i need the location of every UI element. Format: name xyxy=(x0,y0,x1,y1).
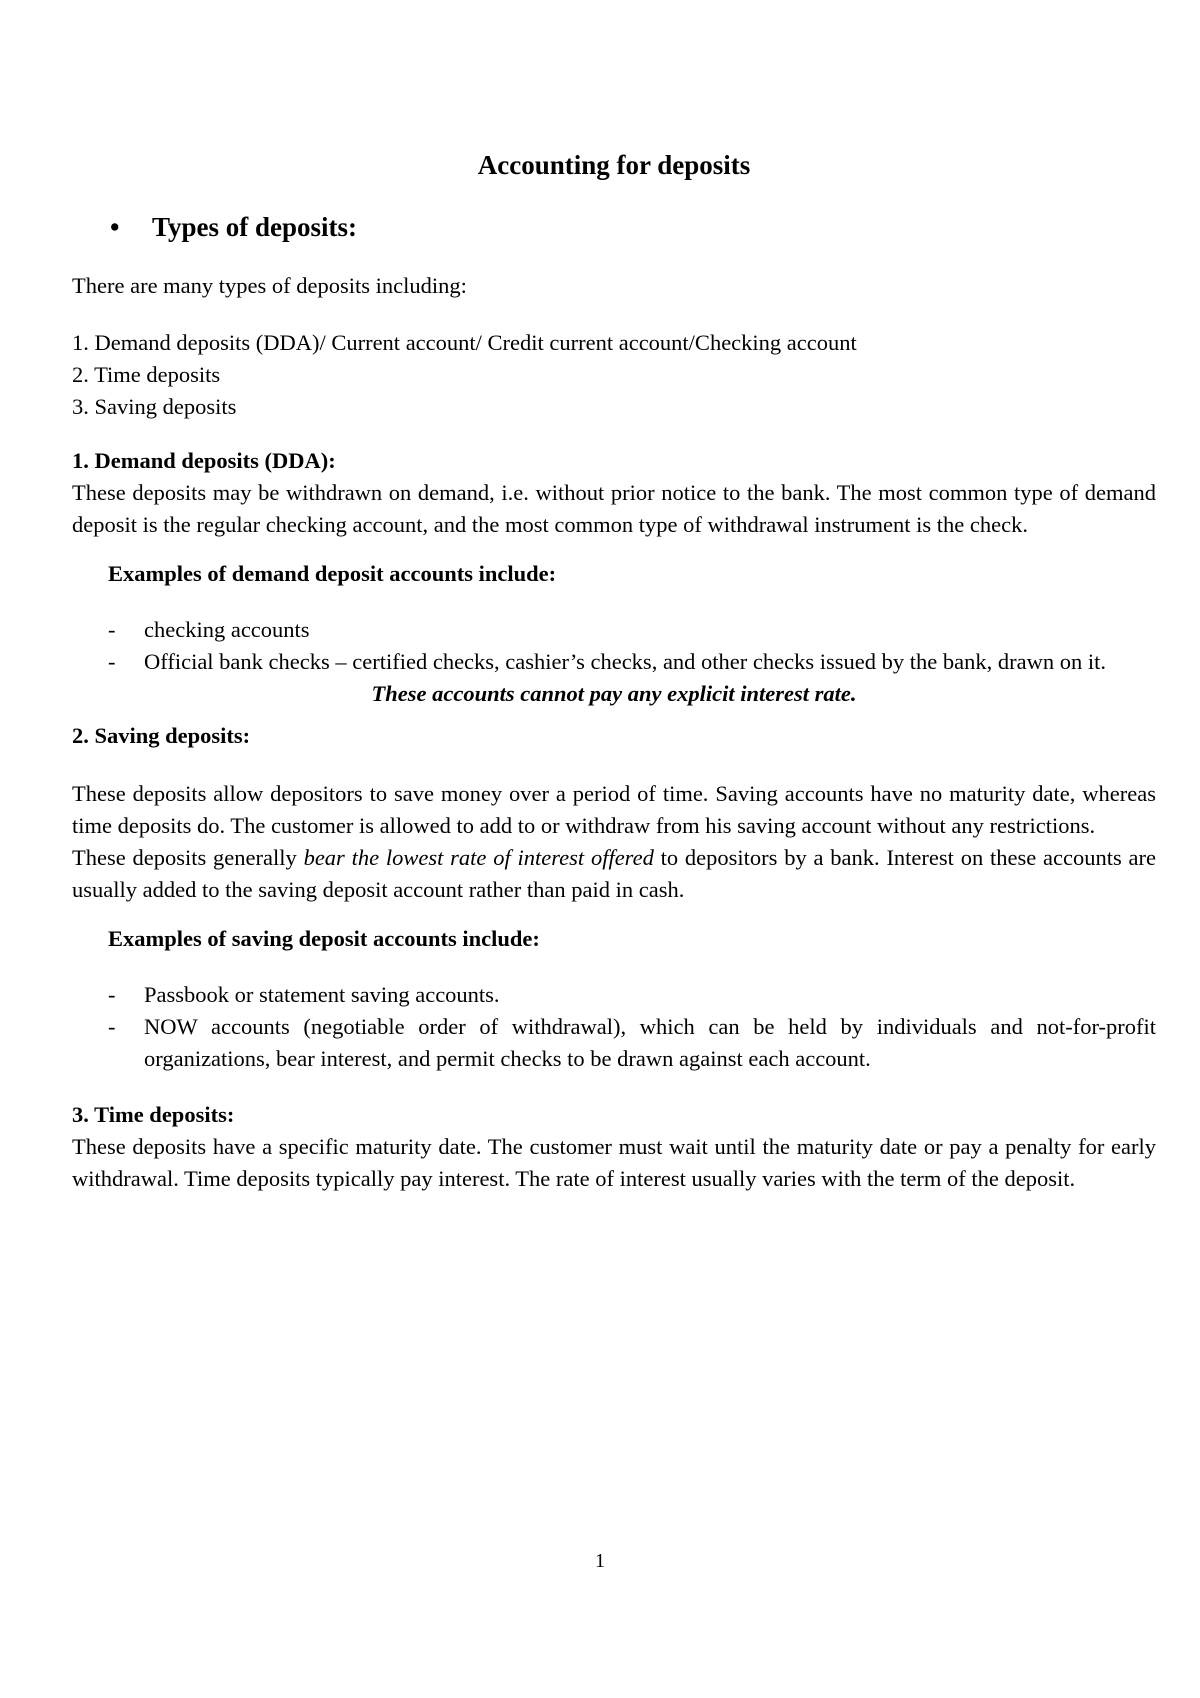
bullet-icon: • xyxy=(110,212,120,242)
dash-icon: - xyxy=(108,982,116,1007)
list-item xyxy=(108,646,1156,678)
document-page xyxy=(72,148,1156,1195)
list-item-text: checking accounts xyxy=(144,617,310,642)
intro-paragraph: There are many types of deposits including: xyxy=(72,273,467,298)
list-item xyxy=(108,614,1156,646)
time-heading: 3. Time deposits: xyxy=(72,1102,235,1127)
list-item: 1. Demand deposits (DDA)/ Current account/ Credit current account/Checking account xyxy=(72,330,857,355)
saving-body-2-pre: These deposits generally xyxy=(72,845,304,870)
page-title: Accounting for deposits xyxy=(477,150,751,180)
demand-examples-heading: Examples of demand deposit accounts include: xyxy=(108,561,557,586)
saving-examples-list xyxy=(108,979,1156,1075)
list-item xyxy=(108,979,1156,1011)
list-item xyxy=(108,1011,1156,1075)
dash-icon: - xyxy=(108,617,116,642)
types-heading xyxy=(110,210,1156,244)
demand-heading: 1. Demand deposits (DDA): xyxy=(72,448,336,473)
time-body: These deposits have a specific maturity date. The customer must wait until the maturity date or pay a penalty for early withdrawal. Time deposits typically pay interest. The rate of interest usually varies with the term of the deposit. xyxy=(72,1134,1156,1191)
list-item-text: Passbook or statement saving accounts. xyxy=(144,982,500,1007)
saving-examples-heading: Examples of saving deposit accounts include: xyxy=(108,926,540,951)
dash-icon: - xyxy=(108,649,116,674)
demand-note: These accounts cannot pay any explicit interest rate. xyxy=(371,681,857,706)
list-item: 3. Saving deposits xyxy=(72,394,237,419)
saving-body-2 xyxy=(72,842,1156,906)
saving-body-2-emphasis: bear the lowest rate of interest offered xyxy=(303,845,654,870)
page-number: 1 xyxy=(595,1550,605,1572)
demand-examples-list xyxy=(108,614,1156,678)
types-heading-text: Types of deposits: xyxy=(152,212,358,242)
saving-body-2-post: to depositors by a bank. Interest on these accounts are usually added to the saving deposit account rather than paid in cash. xyxy=(72,845,1156,902)
dash-icon: - xyxy=(108,1014,116,1039)
demand-body: These deposits may be withdrawn on demand, i.e. without prior notice to the bank. The most common type of demand deposit is the regular checking account, and the most common type of withdrawal instrument is the check. xyxy=(72,480,1156,537)
list-item: 2. Time deposits xyxy=(72,362,221,387)
types-list xyxy=(72,327,1156,423)
saving-body-1: These deposits allow depositors to save money over a period of time. Saving accounts have no maturity date, whereas time deposits do. The customer is allowed to add to or withdraw from his saving account without any restrictions. xyxy=(72,781,1156,838)
list-item-text: NOW accounts (negotiable order of withdrawal), which can be held by individuals and not-for-profit organizations, bear interest, and permit checks to be drawn against each account. xyxy=(144,1014,1156,1071)
saving-heading: 2. Saving deposits: xyxy=(72,723,251,748)
list-item-text: Official bank checks – certified checks, cashier’s checks, and other checks issued by the bank, drawn on it. xyxy=(144,649,1106,674)
